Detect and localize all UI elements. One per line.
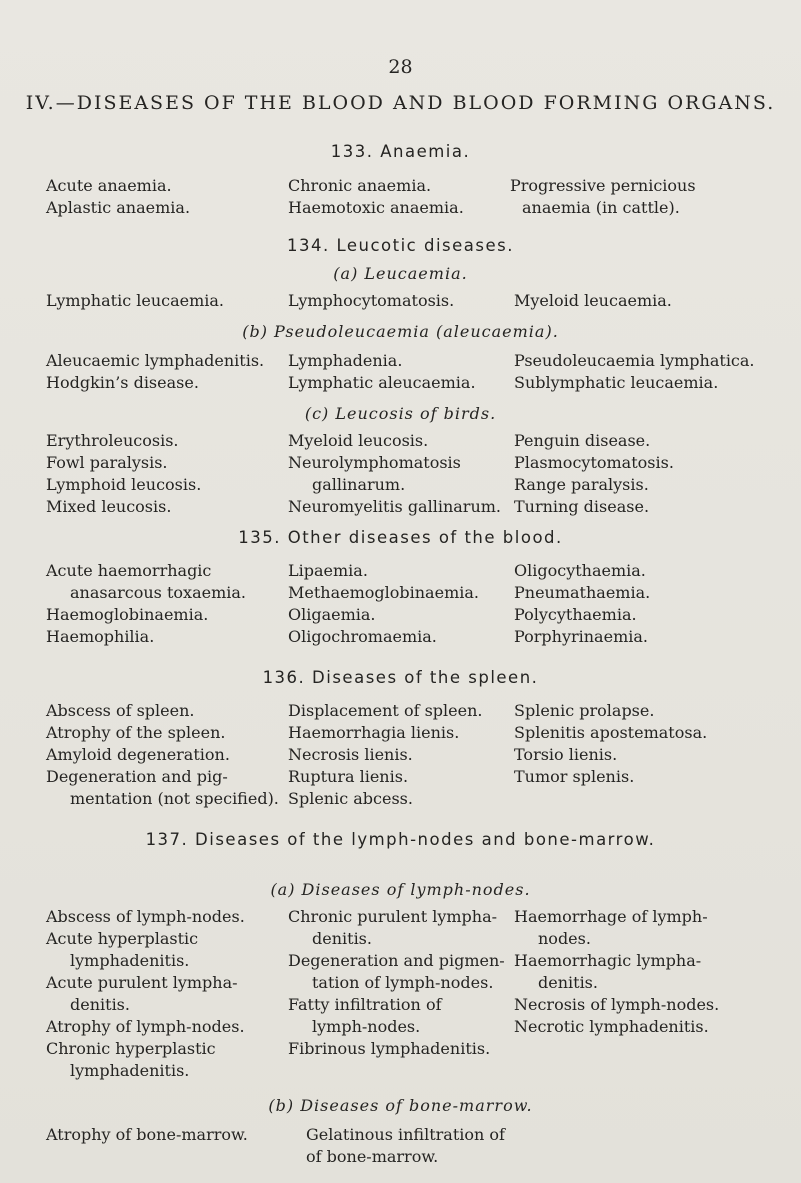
list-item: Ruptura lienis. xyxy=(288,767,409,786)
list-item: Penguin disease. xyxy=(514,431,651,450)
list-item: Polycythaemia. xyxy=(514,605,637,624)
section-137-heading: 137. Diseases of the lymph-nodes and bone-marrow. xyxy=(145,830,656,849)
list-item: Myeloid leucosis. xyxy=(288,431,429,450)
list-item: Chronic anaemia. xyxy=(288,176,432,195)
section-134-heading: 134. Leucotic diseases. xyxy=(286,236,515,255)
section-133-col1 xyxy=(46,175,190,219)
list-item: Degeneration and pigmen- xyxy=(288,951,505,970)
list-item: Degeneration and pig- xyxy=(46,767,228,786)
list-item: Fowl paralysis. xyxy=(46,453,168,472)
section-134a-col1 xyxy=(46,290,224,312)
section-135-col3 xyxy=(514,560,650,648)
list-item: lymph-nodes. xyxy=(312,1017,421,1036)
list-item: Methaemoglobinaemia. xyxy=(288,583,479,602)
running-head: IV.—DISEASES OF THE BLOOD AND BLOOD FORMING ORGANS. xyxy=(25,92,776,114)
list-item: of bone-marrow. xyxy=(306,1147,439,1166)
list-item: Haemorrhage of lymph- xyxy=(514,907,708,926)
list-item: Neurolymphomatosis xyxy=(288,453,461,472)
list-item: Chronic purulent lympha- xyxy=(288,907,498,926)
list-item: Lymphatic aleucaemia. xyxy=(288,373,476,392)
list-item: gallinarum. xyxy=(312,475,406,494)
list-item: Acute purulent lympha- xyxy=(46,973,238,992)
section-134c-col1 xyxy=(46,430,201,518)
list-item: Abscess of spleen. xyxy=(46,701,195,720)
section-135-heading: 135. Other diseases of the blood. xyxy=(238,528,563,547)
list-item: Mixed leucosis. xyxy=(46,497,172,516)
section-133-col2 xyxy=(288,175,464,219)
list-item: Oligaemia. xyxy=(288,605,376,624)
section-136-col1 xyxy=(46,700,279,810)
list-item: Fatty infiltration of xyxy=(288,995,442,1014)
list-item: anasarcous toxaemia. xyxy=(70,583,246,602)
section-136-col3 xyxy=(514,700,707,788)
list-item: Progressive pernicious xyxy=(510,176,696,195)
section-134b-col2 xyxy=(288,350,476,394)
section-137b-col1 xyxy=(46,1124,248,1146)
section-134c-col3 xyxy=(514,430,674,518)
section-137a-col3 xyxy=(514,906,719,1038)
list-item: Lipaemia. xyxy=(288,561,368,580)
list-item: Amyloid degeneration. xyxy=(46,745,230,764)
list-item: Displacement of spleen. xyxy=(288,701,483,720)
section-136-heading: 136. Diseases of the spleen. xyxy=(262,668,539,687)
list-item: Atrophy of bone-marrow. xyxy=(46,1125,248,1144)
section-137a-col2 xyxy=(288,906,505,1060)
section-134b-col1 xyxy=(46,350,264,394)
list-item: Erythroleucosis. xyxy=(46,431,179,450)
list-item: Haemoglobinaemia. xyxy=(46,605,209,624)
list-item: Hodgkin’s disease. xyxy=(46,373,199,392)
list-item: Chronic hyperplastic xyxy=(46,1039,216,1058)
list-item: Lymphocytomatosis. xyxy=(288,291,455,310)
list-item: tation of lymph-nodes. xyxy=(312,973,494,992)
list-item: Oligochromaemia. xyxy=(288,627,437,646)
list-item: Haemorrhagic lympha- xyxy=(514,951,702,970)
list-item: lymphadenitis. xyxy=(70,1061,190,1080)
section-137a-col1 xyxy=(46,906,245,1082)
list-item: Torsio lienis. xyxy=(514,745,618,764)
list-item: Abscess of lymph-nodes. xyxy=(46,907,245,926)
list-item: denitis. xyxy=(70,995,130,1014)
section-137b-col2 xyxy=(306,1124,505,1168)
section-134c-heading: (c) Leucosis of birds. xyxy=(304,404,497,423)
section-134b-col3 xyxy=(514,350,755,394)
list-item: Sublymphatic leucaemia. xyxy=(514,373,719,392)
list-item: Atrophy of the spleen. xyxy=(46,723,226,742)
list-item: Pseudoleucaemia lymphatica. xyxy=(514,351,755,370)
list-item: Oligocythaemia. xyxy=(514,561,646,580)
list-item: Necrosis of lymph-nodes. xyxy=(514,995,720,1014)
section-134c-col2 xyxy=(288,430,501,518)
list-item: Atrophy of lymph-nodes. xyxy=(46,1017,245,1036)
list-item: anaemia (in cattle). xyxy=(522,198,680,217)
list-item: Aplastic anaemia. xyxy=(46,198,191,217)
list-item: nodes. xyxy=(538,929,591,948)
list-item: Acute anaemia. xyxy=(46,176,172,195)
list-item: Lymphatic leucaemia. xyxy=(46,291,225,310)
list-item: Acute haemorrhagic xyxy=(46,561,212,580)
list-item: Acute hyperplastic xyxy=(46,929,199,948)
list-item: mentation (not specified). xyxy=(70,789,279,808)
page-number: 28 xyxy=(388,56,413,78)
section-134a-col2 xyxy=(288,290,454,312)
list-item: Neuromyelitis gallinarum. xyxy=(288,497,501,516)
list-item: Porphyrinaemia. xyxy=(514,627,648,646)
list-item: Plasmocytomatosis. xyxy=(514,453,674,472)
list-item: Necrosis lienis. xyxy=(288,745,413,764)
section-134b-heading: (b) Pseudoleucaemia (aleucaemia). xyxy=(242,322,559,341)
list-item: denitis. xyxy=(312,929,372,948)
section-137a-heading: (a) Diseases of lymph-nodes. xyxy=(270,880,531,899)
list-item: Gelatinous infiltration of xyxy=(306,1125,505,1144)
section-134a-heading: (a) Leucaemia. xyxy=(333,264,468,283)
list-item: Haemophilia. xyxy=(46,627,155,646)
section-134a-col3 xyxy=(514,290,672,312)
list-item: Splenic prolapse. xyxy=(514,701,655,720)
section-135-col2 xyxy=(288,560,479,648)
list-item: denitis. xyxy=(538,973,598,992)
list-item: Splenitis apostematosa. xyxy=(514,723,708,742)
list-item: Necrotic lymphadenitis. xyxy=(514,1017,709,1036)
section-137b-heading: (b) Diseases of bone-marrow. xyxy=(268,1096,533,1115)
list-item: Fibrinous lymphadenitis. xyxy=(288,1039,491,1058)
list-item: lymphadenitis. xyxy=(70,951,190,970)
section-133-heading: 133. Anaemia. xyxy=(330,142,471,161)
list-item: Pneumathaemia. xyxy=(514,583,651,602)
list-item: Lymphoid leucosis. xyxy=(46,475,202,494)
list-item: Tumor splenis. xyxy=(514,767,635,786)
list-item: Range paralysis. xyxy=(514,475,649,494)
list-item: Splenic abcess. xyxy=(288,789,413,808)
section-135-col1 xyxy=(46,560,246,648)
list-item: Turning disease. xyxy=(514,497,650,516)
list-item: Haemotoxic anaemia. xyxy=(288,198,464,217)
list-item: Myeloid leucaemia. xyxy=(514,291,672,310)
list-item: Aleucaemic lymphadenitis. xyxy=(46,351,265,370)
list-item: Lymphadenia. xyxy=(288,351,403,370)
list-item: Haemorrhagia lienis. xyxy=(288,723,460,742)
section-136-col2 xyxy=(288,700,482,810)
section-133-col3 xyxy=(510,175,696,219)
